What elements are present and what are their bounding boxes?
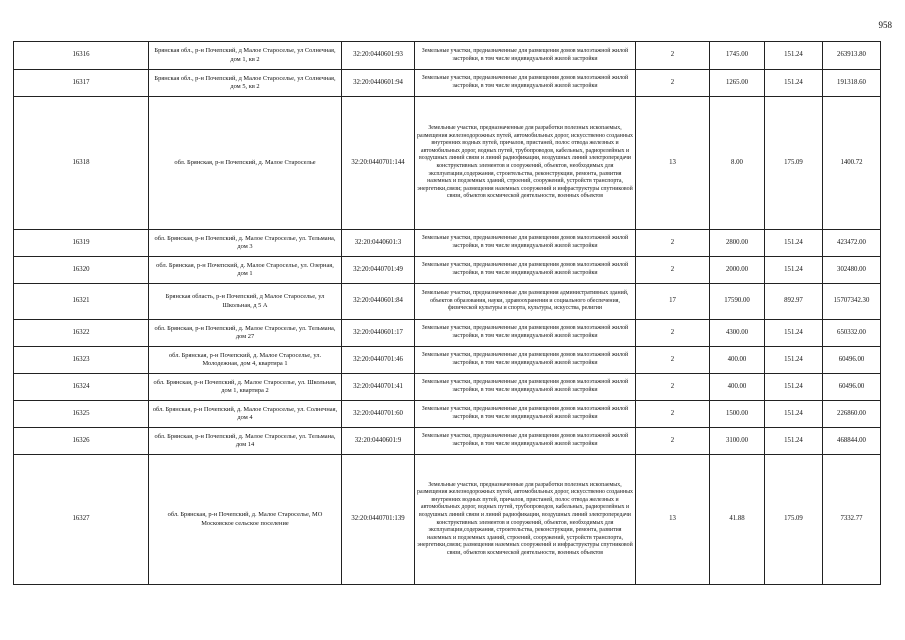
area-cell: 400.00 [710, 374, 765, 401]
address-cell: Брянская область, р-н Почепский, д Малое Староселье, ул Школьная, д 5 А [149, 284, 342, 320]
cadastral-value-cell: 650332.00 [823, 320, 881, 347]
land-use-purpose-cell: Земельные участки, предназначенные для размещения административных зданий, объектов образования, науки, здравоохранения и социального обеспечения, физической культуры и спорта, культуры, искусства, религии [415, 284, 636, 320]
area-cell: 1745.00 [710, 42, 765, 70]
address-cell: обл. Брянская, р-н Почепский, д. Малое Староселье, ул. Школьная, дом 1, квартира 2 [149, 374, 342, 401]
cadastral-number-cell: 32:20:0440701:60 [342, 401, 415, 428]
row-number: 16317 [14, 70, 149, 97]
table-row [14, 97, 881, 230]
area-cell: 1265.00 [710, 70, 765, 97]
area-cell: 2800.00 [710, 230, 765, 257]
category-code-cell: 2 [636, 70, 710, 97]
cadastral-value-cell: 263913.80 [823, 42, 881, 70]
land-use-purpose-cell: Земельные участки, предназначенные для разработки полезных ископаемых, размещения железнодорожных путей, автомобильных дорог, искусственно созданных внутренних водных путей, причалов, пристаней, полос отвода железных и автомобильных дорог, водных путей, трубопроводов, кабельных, радиорелейных и воздушных линий связи и линий радиофикации, воздушных линий электропередачи конструктивных элементов и сооружений, объектов, необходимых для эксплуатации,содержания, строительства, реконструкции, ремонта, развития наземных и подземных зданий, строений, сооружений, устройств транспорта, энергетики,связи; размещения наземных сооружений и инфраструктуры спутниковой связи, объектов космической деятельности, военных объектов [415, 455, 636, 585]
cadastral-number-cell: 32:20:0440701:144 [342, 97, 415, 230]
cadastral-value-cell: 191318.60 [823, 70, 881, 97]
address-cell: обл. Брянская, р-н Почепский, д. Малое Староселье, ул. Солнечная, дом 4 [149, 401, 342, 428]
land-use-purpose-cell: Земельные участки, предназначенные для размещения домов малоэтажной жилой застройки, в том числе индивидуальной жилой застройки [415, 70, 636, 97]
cadastral-number-cell: 32:20:0440601:3 [342, 230, 415, 257]
category-code-cell: 2 [636, 428, 710, 455]
address-cell: обл. Брянская, р-н Почепский, д. Малое Староселье, ул. Озерная, дом 1 [149, 257, 342, 284]
table-row [14, 70, 881, 97]
table-row [14, 230, 881, 257]
area-cell: 1500.00 [710, 401, 765, 428]
row-number: 16323 [14, 347, 149, 374]
specific-value-cell: 151.24 [765, 320, 823, 347]
cadastral-number-cell: 32:20:0440601:17 [342, 320, 415, 347]
cadastral-value-cell: 60496.00 [823, 347, 881, 374]
row-number: 16327 [14, 455, 149, 585]
category-code-cell: 2 [636, 401, 710, 428]
address-cell: обл. Брянская, р-н Почепский, д. Малое Староселье, МО Московское сельское поселение [149, 455, 342, 585]
specific-value-cell: 175.09 [765, 97, 823, 230]
area-cell: 8.00 [710, 97, 765, 230]
specific-value-cell: 151.24 [765, 428, 823, 455]
category-code-cell: 2 [636, 42, 710, 70]
cadastral-number-cell: 32:20:0440601:93 [342, 42, 415, 70]
table-row [14, 374, 881, 401]
cadastral-value-cell: 60496.00 [823, 374, 881, 401]
land-use-purpose-cell: Земельные участки, предназначенные для размещения домов малоэтажной жилой застройки, в том числе индивидуальной жилой застройки [415, 347, 636, 374]
category-code-cell: 2 [636, 347, 710, 374]
category-code-cell: 17 [636, 284, 710, 320]
cadastral-number-cell: 32:20:0440701:41 [342, 374, 415, 401]
specific-value-cell: 151.24 [765, 42, 823, 70]
area-cell: 2000.00 [710, 257, 765, 284]
land-use-purpose-cell: Земельные участки, предназначенные для размещения домов малоэтажной жилой застройки, в том числе индивидуальной жилой застройки [415, 320, 636, 347]
cadastral-number-cell: 32:20:0440701:49 [342, 257, 415, 284]
row-number: 16324 [14, 374, 149, 401]
table-row [14, 42, 881, 70]
address-cell: Брянская обл., р-н Почепский, д Малое Староселье, ул Солнечная, дом 5, кв 2 [149, 70, 342, 97]
cadastral-register-table [13, 41, 881, 585]
category-code-cell: 13 [636, 455, 710, 585]
land-use-purpose-cell: Земельные участки, предназначенные для размещения домов малоэтажной жилой застройки, в том числе индивидуальной жилой застройки [415, 374, 636, 401]
category-code-cell: 2 [636, 374, 710, 401]
land-use-purpose-cell: Земельные участки, предназначенные для размещения домов малоэтажной жилой застройки, в том числе индивидуальной жилой застройки [415, 401, 636, 428]
specific-value-cell: 151.24 [765, 230, 823, 257]
land-use-purpose-cell: Земельные участки, предназначенные для размещения домов малоэтажной жилой застройки, в том числе индивидуальной жилой застройки [415, 428, 636, 455]
land-use-purpose-cell: Земельные участки, предназначенные для разработки полезных ископаемых, размещения железнодорожных путей, автомобильных дорог, искусственно созданных внутренних водных путей, причалов, пристаней, полос отвода железных и автомобильных дорог, водных путей, трубопроводов, кабельных, радиорелейных и воздушных линий связи и линий радиофикации, воздушных линий электропередачи конструктивных элементов и сооружений, объектов, необходимых для эксплуатации,содержания, строительства, реконструкции, ремонта, развития наземных и подземных зданий, строений, сооружений, устройств транспорта, энергетики,связи; размещения наземных сооружений и инфраструктуры спутниковой связи, объектов космической деятельности, военных объектов [415, 97, 636, 230]
address-cell: обл. Брянская, р-н Почепский, д. Малое Староселье, ул. Тельмана, дом 14 [149, 428, 342, 455]
category-code-cell: 2 [636, 257, 710, 284]
table-row [14, 284, 881, 320]
row-number: 16319 [14, 230, 149, 257]
category-code-cell: 2 [636, 320, 710, 347]
cadastral-value-cell: 468844.00 [823, 428, 881, 455]
cadastral-value-cell: 226860.00 [823, 401, 881, 428]
page-number: 958 [878, 20, 892, 30]
address-cell: обл. Брянская, р-н Почепский, д. Малое Староселье, ул. Тельмана, дом 27 [149, 320, 342, 347]
area-cell: 41.88 [710, 455, 765, 585]
specific-value-cell: 151.24 [765, 401, 823, 428]
area-cell: 3100.00 [710, 428, 765, 455]
specific-value-cell: 892.97 [765, 284, 823, 320]
cadastral-value-cell: 15707342.30 [823, 284, 881, 320]
address-cell: обл. Брянская, р-н Почепский, д. Малое Староселье [149, 97, 342, 230]
table-row [14, 257, 881, 284]
specific-value-cell: 151.24 [765, 347, 823, 374]
category-code-cell: 13 [636, 97, 710, 230]
land-use-purpose-cell: Земельные участки, предназначенные для размещения домов малоэтажной жилой застройки, в том числе индивидуальной жилой застройки [415, 230, 636, 257]
land-use-purpose-cell: Земельные участки, предназначенные для размещения домов малоэтажной жилой застройки, в том числе индивидуальной жилой застройки [415, 42, 636, 70]
row-number: 16318 [14, 97, 149, 230]
row-number: 16316 [14, 42, 149, 70]
cadastral-number-cell: 32:20:0440701:139 [342, 455, 415, 585]
cadastral-number-cell: 32:20:0440601:94 [342, 70, 415, 97]
area-cell: 400.00 [710, 347, 765, 374]
row-number: 16322 [14, 320, 149, 347]
row-number: 16326 [14, 428, 149, 455]
cadastral-value-cell: 302480.00 [823, 257, 881, 284]
cadastral-number-cell: 32:20:0440601:9 [342, 428, 415, 455]
cadastral-value-cell: 1400.72 [823, 97, 881, 230]
category-code-cell: 2 [636, 230, 710, 257]
table-row [14, 401, 881, 428]
address-cell: Брянская обл., р-н Почепский, д Малое Староселье, ул Солнечная, дом 1, кв 2 [149, 42, 342, 70]
row-number: 16325 [14, 401, 149, 428]
table-row [14, 320, 881, 347]
address-cell: обл. Брянская, р-н Почепский, д. Малое Староселье, ул. Тельмана, дом 3 [149, 230, 342, 257]
specific-value-cell: 151.24 [765, 257, 823, 284]
table-row [14, 347, 881, 374]
table-row [14, 455, 881, 585]
area-cell: 4300.00 [710, 320, 765, 347]
specific-value-cell: 175.09 [765, 455, 823, 585]
row-number: 16321 [14, 284, 149, 320]
cadastral-value-cell: 7332.77 [823, 455, 881, 585]
cadastral-number-cell: 32:20:0440601:84 [342, 284, 415, 320]
address-cell: обл. Брянская, р-н Почепский, д. Малое Староселье, ул. Молодежная, дом 4, квартира 1 [149, 347, 342, 374]
specific-value-cell: 151.24 [765, 374, 823, 401]
cadastral-value-cell: 423472.00 [823, 230, 881, 257]
table-row [14, 428, 881, 455]
row-number: 16320 [14, 257, 149, 284]
specific-value-cell: 151.24 [765, 70, 823, 97]
area-cell: 17590.00 [710, 284, 765, 320]
land-use-purpose-cell: Земельные участки, предназначенные для размещения домов малоэтажной жилой застройки, в том числе индивидуальной жилой застройки [415, 257, 636, 284]
cadastral-number-cell: 32:20:0440701:46 [342, 347, 415, 374]
